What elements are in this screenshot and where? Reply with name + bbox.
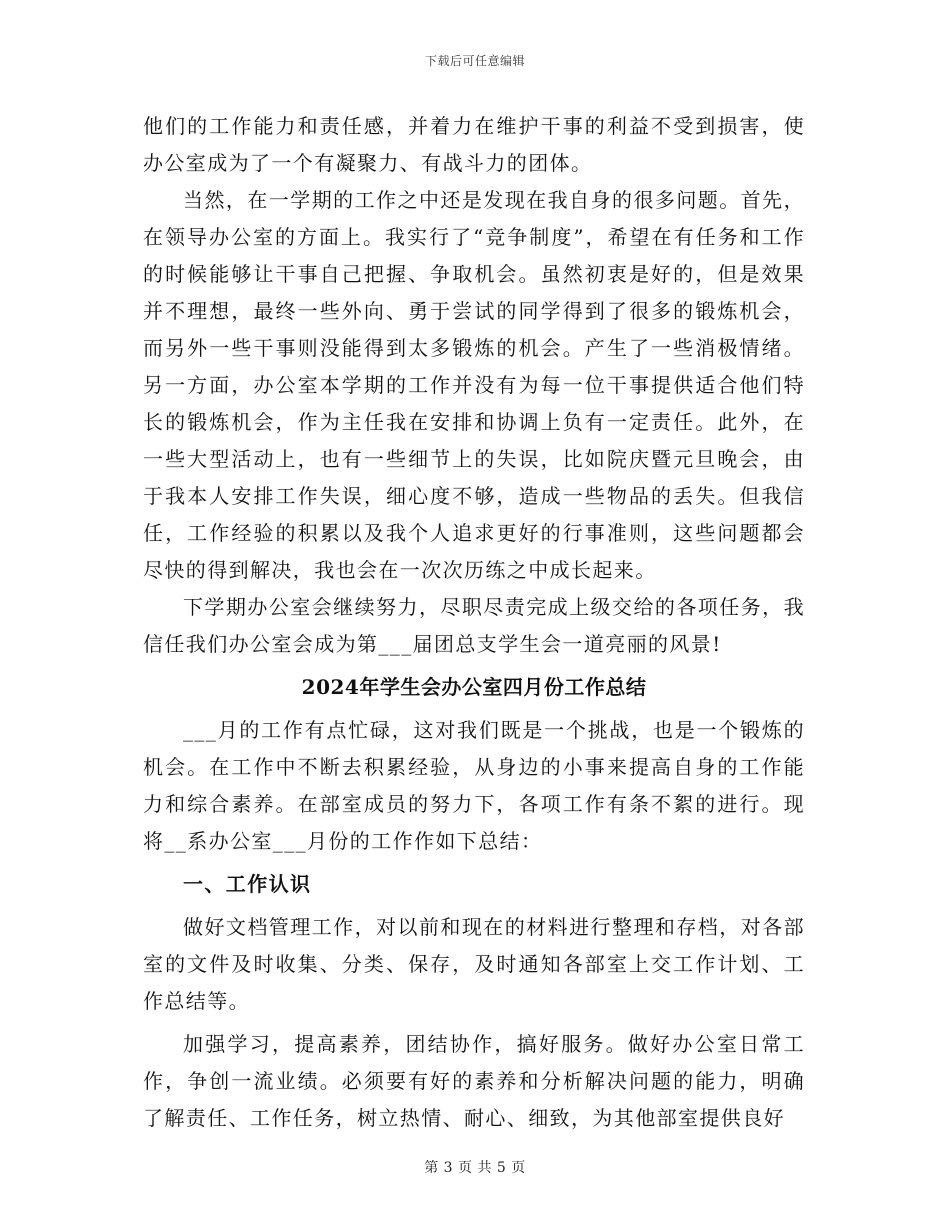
paragraph-next-term: 下学期办公室会继续努力，尽职尽责完成上级交给的各项任务，我信任我们办公室会成为第___届团总支学生会一道亮丽的风景! <box>143 595 805 656</box>
paragraph-study-service: 加强学习，提高素养，团结协作，搞好服务。做好办公室日常工作，争创一流业绩。必须要有好的素养和分析解决问题的能力，明确了解责任、工作任务，树立热情、耐心、细致，为其他部室提供良好 <box>143 1032 805 1130</box>
page-header: 下载后可任意编辑 <box>424 54 525 68</box>
document-body <box>143 108 805 1137</box>
paragraph-intro: ___月的工作有点忙碌，这对我们既是一个挑战，也是一个锻炼的机会。在工作中不断去积累经验，从身边的小事来提高自身的工作能力和综合素养。在部室成员的努力下，各项工作有条不絮的进行。现将__系办公室___月份的工作作如下总结： <box>143 718 805 853</box>
section-title: 2024年学生会办公室四月份工作总结 <box>301 675 647 699</box>
paragraph-document-management: 做好文档管理工作，对以前和现在的材料进行整理和存档，对各部室的文件及时收集、分类、保存，及时通知各部室上交工作计划、工作总结等。 <box>143 915 805 1013</box>
section-heading-work-understanding: 一、工作认识 <box>183 872 312 896</box>
paragraph-self-review: 当然，在一学期的工作之中还是发现在我自身的很多问题。首先，在领导办公室的方面上。我实行了“竞争制度”，希望在有任务和工作的时候能够让干事自己把握、争取机会。虽然初衷是好的，但是效果并不理想，最终一些外向、勇于尝试的同学得到了很多的锻炼机会，而另外一些干事则没能得到太多锻炼的机会。产生了一些消极情绪。另一方面，办公室本学期的工作并没有为每一位干事提供适合他们特长的锻炼机会，作为主任我在安排和协调上负有一定责任。此外，在一些大型活动上，也有一些细节上的失误，比如院庆暨元旦晚会，由于我本人安排工作失误，细心度不够，造成一些物品的丢失。但我信任，工作经验的积累以及我个人追求更好的行事准则，这些问题都会尽快的得到解决，我也会在一次次历练之中成长起来。 <box>143 188 805 582</box>
paragraph-continuation: 他们的工作能力和责任感，并着力在维护干事的利益不受到损害，使办公室成为了一个有凝聚力、有战斗力的团体。 <box>143 114 805 175</box>
page-number: 第 3 页 共 5 页 <box>424 1160 526 1176</box>
